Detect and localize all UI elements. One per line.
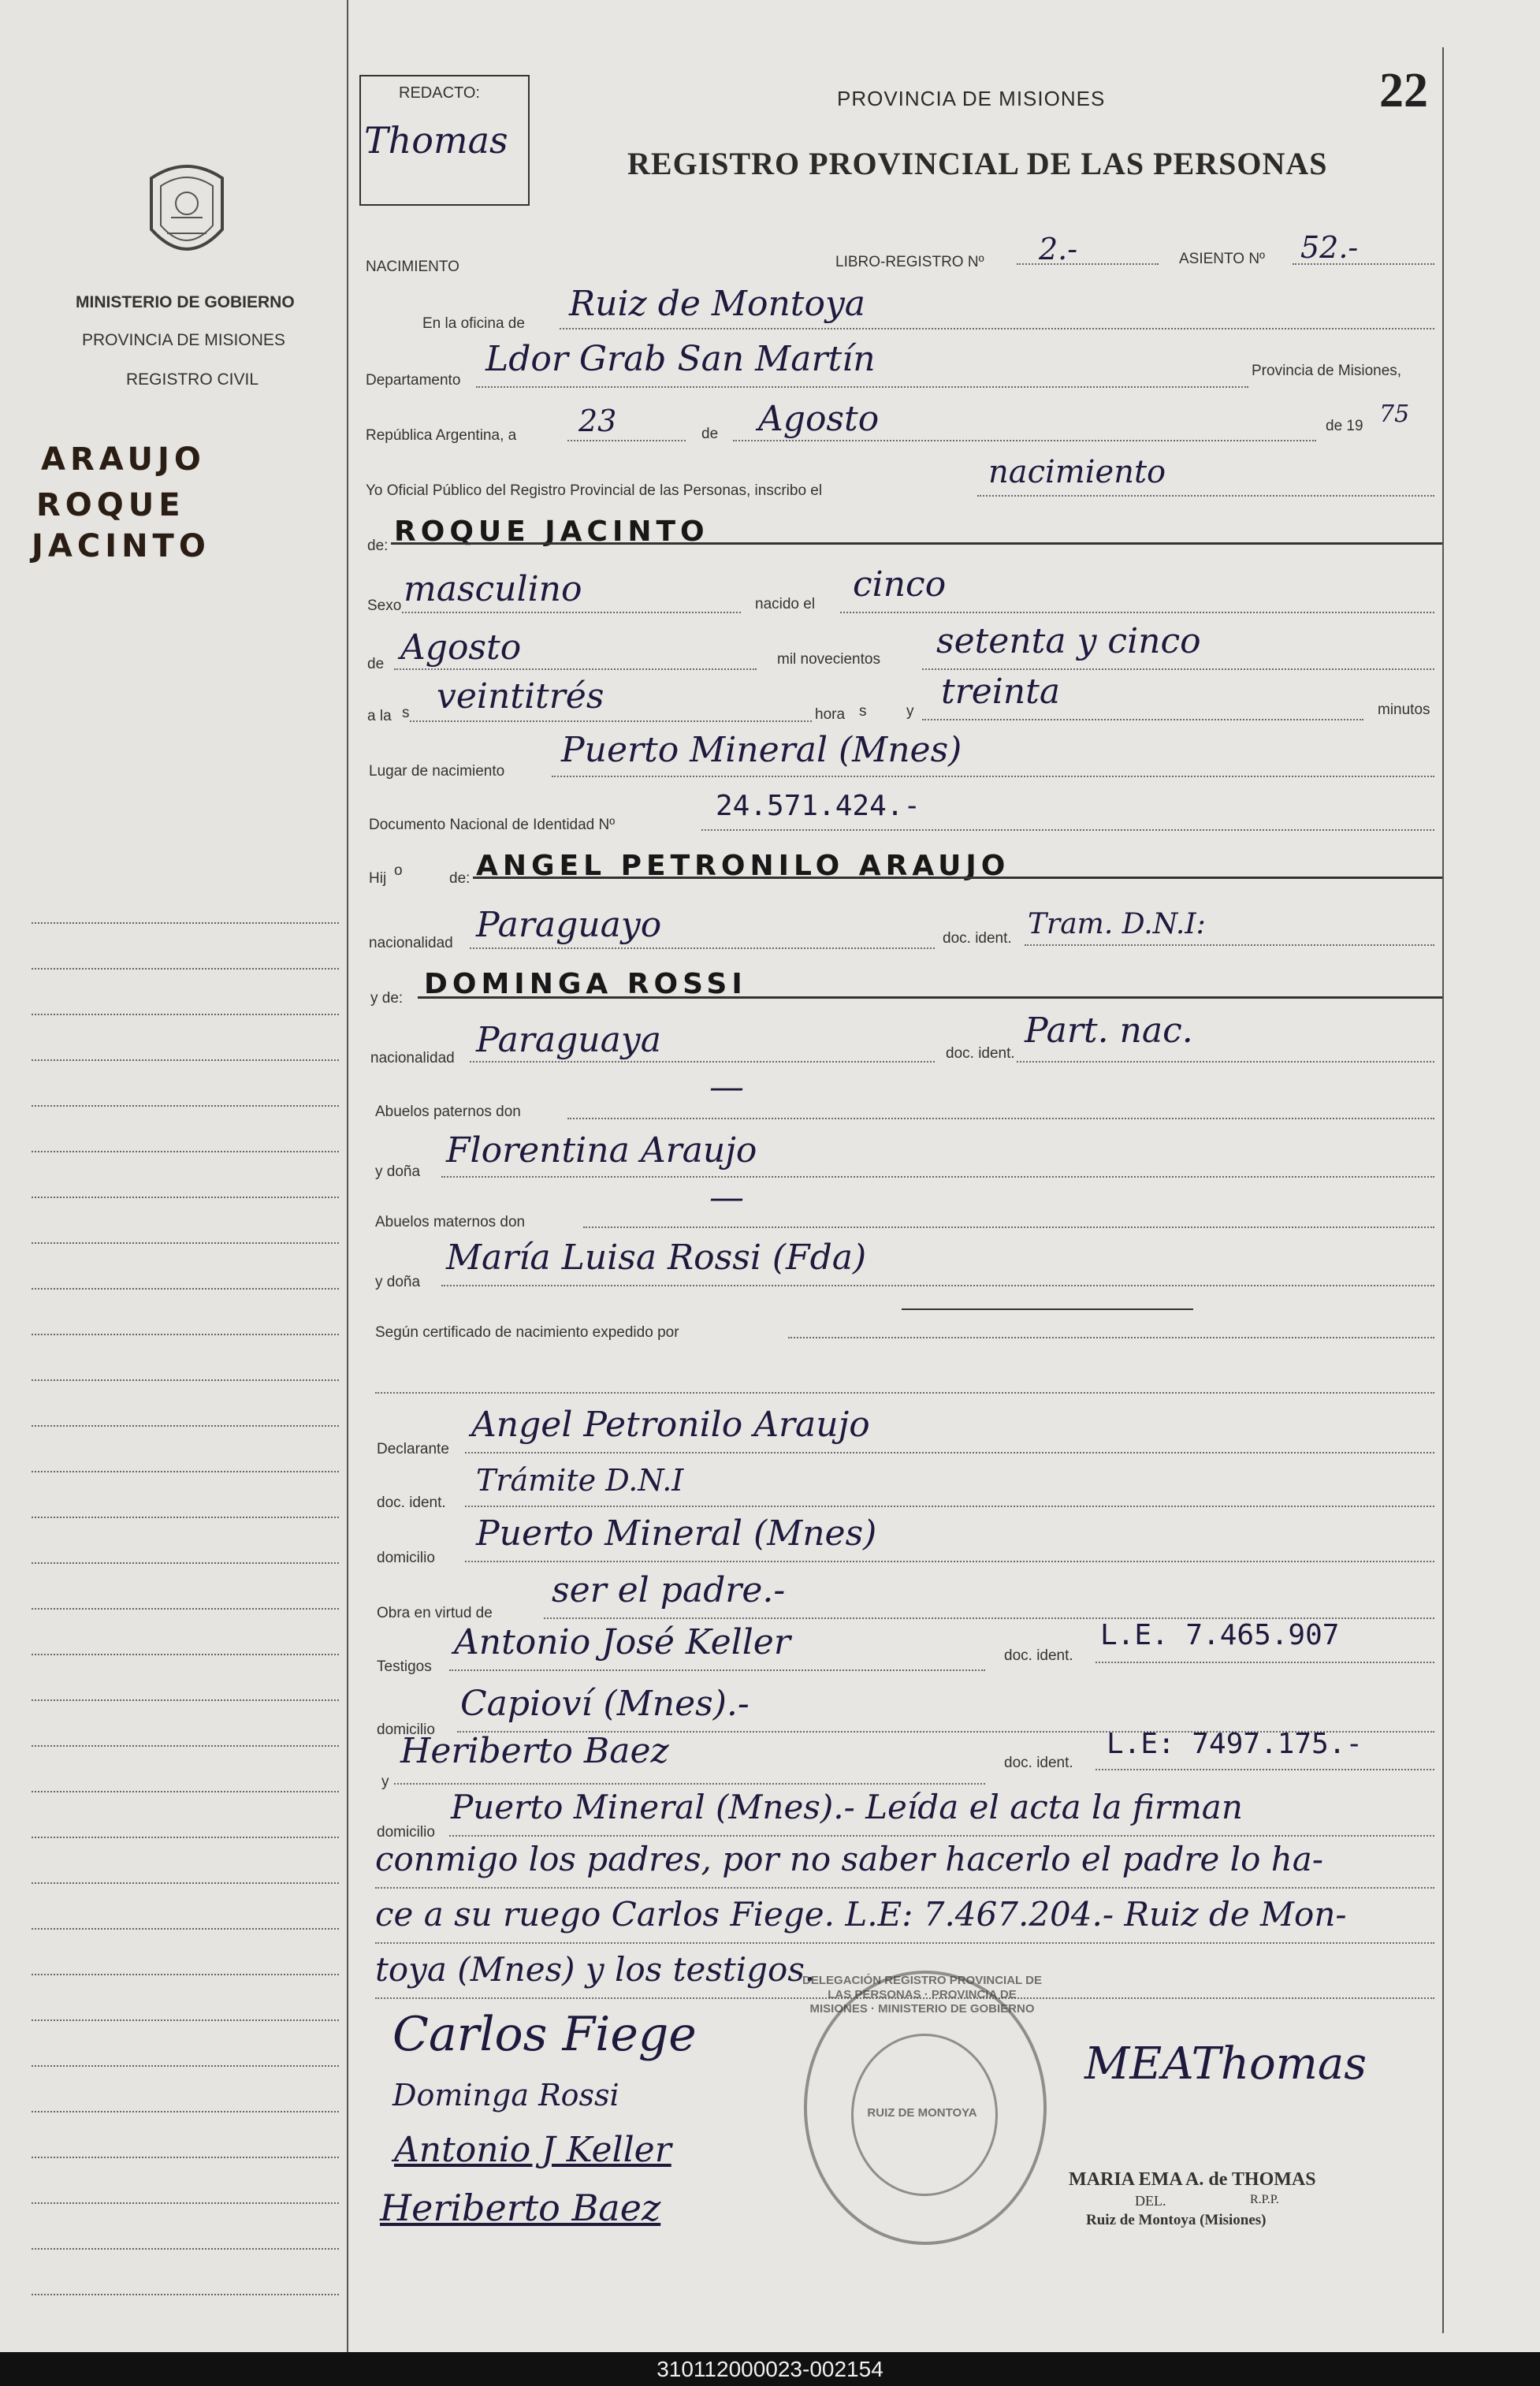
nacido-label: nacido el xyxy=(755,596,816,612)
official-place: Ruiz de Montoya (Misiones) xyxy=(1086,2212,1267,2228)
stamp-ring-text: DELEGACIÓN REGISTRO PROVINCIAL DE LAS PERSONAS · PROVINCIA DE MISIONES · MINISTERIO DE GOBIERNO xyxy=(802,1974,1042,2016)
redacto-value: Thomas xyxy=(364,119,508,162)
margin-ruled-line xyxy=(32,1974,339,1975)
province-label: PROVINCIA DE MISIONES xyxy=(82,331,285,349)
margin-ruled-line xyxy=(32,1882,339,1884)
lugar-dots xyxy=(552,776,1434,777)
hour-dots xyxy=(410,720,812,722)
dni-dots xyxy=(701,829,1434,831)
ydona2-value: María Luisa Rossi (Fda) xyxy=(446,1238,867,1278)
de-label: de xyxy=(701,426,719,442)
margin-ruled-line xyxy=(32,1197,339,1198)
docdecl-label: doc. ident. xyxy=(377,1495,446,1511)
oficina-label: En la oficina de xyxy=(422,315,525,332)
abuelos-pat-value: — xyxy=(709,1067,744,1107)
sexo-dots xyxy=(402,612,741,613)
province-seal-icon xyxy=(136,154,238,273)
day-value: 23 xyxy=(578,404,617,438)
ydona2-dots xyxy=(441,1285,1434,1286)
declarante-dots xyxy=(465,1452,1434,1454)
oficial-dots xyxy=(977,495,1434,497)
yde-label: y de: xyxy=(370,990,404,1007)
margin-ruled-line xyxy=(32,1928,339,1930)
doct1-label: doc. ident. xyxy=(1004,1647,1073,1664)
birth-month-value: Agosto xyxy=(400,627,522,668)
doc2-label: doc. ident. xyxy=(946,1045,1015,1062)
horas-suffix: s xyxy=(859,703,867,720)
main-left-rule xyxy=(347,47,348,2333)
domicilio3-label: domicilio xyxy=(377,1824,435,1841)
depto-value: Ldor Grab San Martín xyxy=(485,339,876,379)
signature-antonio-keller: Antonio J Keller xyxy=(394,2130,671,2170)
lugar-value: Puerto Mineral (Mnes) xyxy=(561,730,962,770)
father-name-rule xyxy=(473,877,1442,879)
margin-ruled-line xyxy=(32,968,339,970)
mil-label: mil novecientos xyxy=(777,651,880,668)
lugar-label: Lugar de nacimiento xyxy=(369,763,505,780)
margin-ruled-line xyxy=(32,1151,339,1152)
ministry-label: MINISTERIO DE GOBIERNO xyxy=(76,293,295,311)
doct2-label: doc. ident. xyxy=(1004,1755,1073,1771)
abuelos-mat-label: Abuelos maternos don xyxy=(375,1214,526,1230)
margin-ruled-line xyxy=(32,1471,339,1472)
doc1-dots xyxy=(1025,944,1434,946)
alas-suffix: s xyxy=(402,705,410,721)
margin-ruled-line xyxy=(32,2065,339,2067)
hijo-label: Hij xyxy=(369,870,387,887)
margin-ruled-line xyxy=(32,1014,339,1015)
libro-label: LIBRO-REGISTRO Nº xyxy=(835,254,984,270)
margin-ruled-line xyxy=(32,1608,339,1610)
declarante-value: Angel Petronilo Araujo xyxy=(471,1405,870,1445)
nac2-label: nacionalidad xyxy=(370,1050,455,1066)
margin-ruled-line xyxy=(32,1425,339,1427)
minutes-value: treinta xyxy=(941,672,1061,712)
oficina-value: Ruiz de Montoya xyxy=(569,284,866,324)
minutes-dots xyxy=(922,719,1363,720)
ydona1-value: Florentina Araujo xyxy=(446,1130,757,1171)
child-name: ROQUE JACINTO xyxy=(394,516,709,548)
obra-value: ser el padre.- xyxy=(552,1570,786,1610)
sexo-label: Sexo xyxy=(367,597,402,614)
asiento-value: 52.- xyxy=(1300,230,1359,265)
note-dots-1 xyxy=(375,1887,1434,1889)
nacido-value: cinco xyxy=(853,564,947,605)
obra-label: Obra en virtud de xyxy=(377,1605,493,1621)
nac2-dots xyxy=(470,1061,935,1063)
mil-dots xyxy=(922,668,1434,670)
doct2-dots xyxy=(1095,1769,1434,1770)
oficial-value: nacimiento xyxy=(988,454,1166,490)
y2-label: y xyxy=(381,1774,389,1790)
margin-name-line-1: ARAUJO xyxy=(41,441,206,478)
margin-ruled-line xyxy=(32,2202,339,2204)
margin-ruled-line xyxy=(32,1791,339,1792)
margin-ruled-line xyxy=(32,1517,339,1518)
signature-dominga-rossi: Dominga Rossi xyxy=(392,2078,619,2112)
note-line-3: toya (Mnes) y los testigos. xyxy=(375,1950,816,1989)
margin-ruled-line xyxy=(32,2019,339,2021)
father-name: ANGEL PETRONILO ARAUJO xyxy=(476,850,1010,882)
margin-ruled-line xyxy=(32,2248,339,2250)
testigo1-value: Antonio José Keller xyxy=(454,1622,790,1662)
domicilio3-dots xyxy=(449,1835,1434,1837)
mother-name: DOMINGA ROSSI xyxy=(424,968,747,1000)
margin-ruled-line xyxy=(32,1654,339,1655)
margin-ruled-line xyxy=(32,1699,339,1701)
type-label: NACIMIENTO xyxy=(366,259,459,275)
registry-title: REGISTRO PROVINCIAL DE LAS PERSONAS xyxy=(627,146,1328,181)
asiento-label: ASIENTO Nº xyxy=(1179,251,1265,267)
de-name-label: de: xyxy=(367,538,389,554)
registry-label: REGISTRO CIVIL xyxy=(126,370,259,389)
margin-ruled-line xyxy=(32,1105,339,1107)
asiento-dots xyxy=(1293,263,1434,265)
oficial-label: Yo Oficial Público del Registro Provincial de las Personas, inscribo el xyxy=(366,482,823,499)
domicilio2-value: Capioví (Mnes).- xyxy=(460,1684,750,1724)
de2-label: de xyxy=(367,656,385,672)
year-label: de 19 xyxy=(1326,418,1363,434)
abuelos-pat-label: Abuelos paternos don xyxy=(375,1104,521,1120)
margin-ruled-line xyxy=(32,922,339,924)
right-border-rule xyxy=(1442,47,1444,2333)
domicilio1-dots xyxy=(465,1561,1434,1562)
margin-ruled-line xyxy=(32,2157,339,2158)
doct1-value: L.E. 7.465.907 xyxy=(1100,1619,1340,1651)
provincia-label: Provincia de Misiones, xyxy=(1252,363,1402,379)
mother-name-rule xyxy=(418,996,1442,999)
docdecl-value: Trámite D.N.I xyxy=(476,1463,684,1498)
domicilio1-value: Puerto Mineral (Mnes) xyxy=(476,1513,877,1554)
left-margin-column xyxy=(0,0,348,2352)
image-id-footer: 310112000023-002154 xyxy=(0,2352,1540,2386)
note-line-1: conmigo los padres, por no saber hacerlo el padre lo ha- xyxy=(375,1840,1324,1878)
margin-ruled-line xyxy=(32,1288,339,1290)
doct1-dots xyxy=(1095,1662,1434,1663)
stamp-inner-text: RUIZ DE MONTOYA xyxy=(867,2106,977,2120)
depto-label: Departamento xyxy=(366,372,461,389)
nac1-dots xyxy=(470,947,935,949)
margin-ruled-line xyxy=(32,1242,339,1244)
nac1-label: nacionalidad xyxy=(369,935,453,951)
margin-ruled-line xyxy=(32,1059,339,1061)
margin-ruled-line xyxy=(32,2294,339,2295)
margin-ruled-line xyxy=(32,2111,339,2112)
ydona1-dots xyxy=(441,1176,1434,1178)
republica-label: República Argentina, a xyxy=(366,427,517,444)
margin-ruled-line xyxy=(32,1562,339,1564)
libro-value: 2.- xyxy=(1039,232,1078,266)
signature-carlos-fiege: Carlos Fiege xyxy=(392,2007,697,2062)
signature-heriberto-baez: Heriberto Baez xyxy=(380,2187,661,2229)
nac1-value: Paraguayo xyxy=(476,905,662,945)
doc2-value: Part. nac. xyxy=(1025,1011,1193,1051)
page-number: 22 xyxy=(1379,64,1428,117)
margin-ruled-line xyxy=(32,1837,339,1838)
hijo-de-label: de: xyxy=(449,870,471,887)
month-dots xyxy=(733,440,1316,441)
segun-rule xyxy=(902,1308,1193,1310)
ydona2-label: y doña xyxy=(375,1274,421,1290)
testigo2-value: Heriberto Baez xyxy=(400,1731,669,1771)
alas-label: a la xyxy=(367,708,392,724)
official-del: DEL. xyxy=(1135,2193,1166,2209)
nacido-dots xyxy=(840,612,1434,613)
doc1-value: Tram. D.N.I: xyxy=(1028,908,1206,940)
domicilio2-label: domicilio xyxy=(377,1722,435,1738)
segun-dots xyxy=(788,1337,1434,1338)
official-rpp: R.P.P. xyxy=(1250,2193,1279,2206)
month-value: Agosto xyxy=(758,399,880,439)
ydona1-label: y doña xyxy=(375,1163,421,1180)
testigo1-dots xyxy=(449,1669,985,1671)
note-dots-2 xyxy=(375,1942,1434,1944)
y-label: y xyxy=(906,703,914,720)
province-heading: PROVINCIA DE MISIONES xyxy=(837,87,1106,110)
nac2-value: Paraguaya xyxy=(476,1020,661,1060)
sexo-value: masculino xyxy=(404,569,582,609)
dni-label: Documento Nacional de Identidad Nº xyxy=(369,817,616,833)
segun-dots-2 xyxy=(375,1392,1434,1394)
doc1-label: doc. ident. xyxy=(943,930,1012,947)
testigos-label: Testigos xyxy=(377,1658,432,1675)
margin-ruled-line xyxy=(32,1745,339,1747)
horas-label: hora xyxy=(815,706,846,723)
domicilio3-value: Puerto Mineral (Mnes).- Leída el acta la firman xyxy=(451,1788,1243,1826)
year-suffix: 75 xyxy=(1379,400,1410,428)
mil-value: setenta y cinco xyxy=(936,621,1201,661)
doct2-value: L.E: 7497.175.- xyxy=(1107,1728,1363,1760)
abuelos-mat-value: — xyxy=(709,1178,744,1218)
dni-value: 24.571.424.- xyxy=(716,790,921,822)
margin-ruled-line xyxy=(32,1379,339,1381)
redacto-box xyxy=(359,75,530,206)
day-dots xyxy=(567,440,686,441)
margin-name-line-3: JACINTO xyxy=(32,528,210,564)
testigo2-dots xyxy=(394,1783,985,1785)
minutos-label: minutos xyxy=(1378,702,1430,718)
child-name-rule xyxy=(391,542,1442,545)
libro-dots xyxy=(1017,263,1159,265)
note-line-2: ce a su ruego Carlos Fiege. L.E: 7.467.204.- Ruiz de Mon- xyxy=(375,1895,1347,1934)
official-name: MARIA EMA A. de THOMAS xyxy=(1069,2169,1316,2190)
birth-month-dots xyxy=(394,668,757,670)
segun-label: Según certificado de nacimiento expedido por xyxy=(375,1324,679,1341)
hour-value: veintitrés xyxy=(437,676,604,717)
abuelos-pat-dots xyxy=(567,1118,1434,1119)
declarante-label: Declarante xyxy=(377,1441,449,1457)
redacto-label: REDACTO: xyxy=(399,84,480,102)
domicilio1-label: domicilio xyxy=(377,1550,435,1566)
margin-name-line-2: ROQUE xyxy=(36,487,185,523)
abuelos-mat-dots xyxy=(583,1227,1434,1228)
signature-official: MEAThomas xyxy=(1084,2038,1367,2090)
oficina-dots xyxy=(560,328,1434,329)
hijo-suffix: o xyxy=(394,862,403,879)
margin-ruled-line xyxy=(32,1334,339,1335)
doc2-dots xyxy=(1017,1061,1434,1063)
depto-dots xyxy=(476,386,1248,388)
docdecl-dots xyxy=(465,1506,1434,1507)
